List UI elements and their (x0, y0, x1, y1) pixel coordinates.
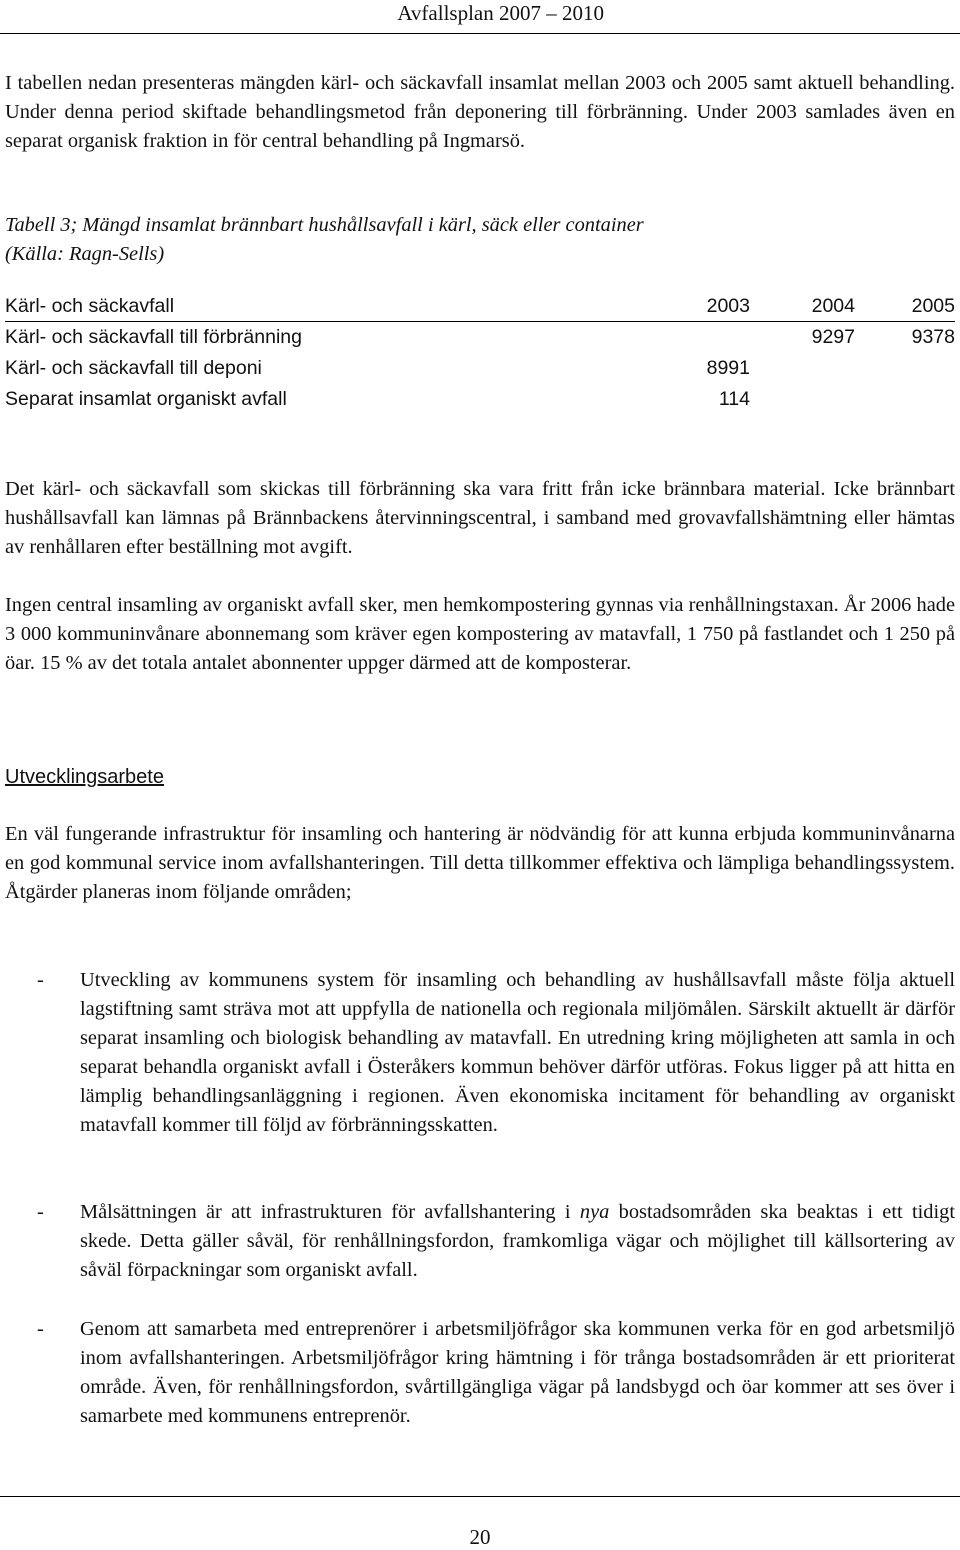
table-header-cell: 2004 (750, 291, 855, 322)
table-cell: 9297 (811, 326, 855, 348)
list-dash: - (37, 1318, 44, 1340)
table-caption-source: (Källa: Ragn-Sells) (5, 243, 165, 265)
paragraph-combustion: Det kärl- och säckavfall som skickas till förbränning ska vara fritt från icke brännbara material. Icke brännbart hushållsavfall kan lämnas på Brännbackens återvinningscentral, i samband med grovavfallshämtning eller hämtas av renhållaren efter beställning mot avgift. (5, 478, 955, 558)
table-cell: Kärl- och säckavfall till deponi (5, 357, 262, 379)
table-header-row (5, 291, 955, 322)
section-heading: Utvecklingsarbete (5, 766, 164, 788)
table-row (5, 384, 955, 415)
list-item-text (80, 1198, 955, 1285)
list-dash: - (37, 1201, 44, 1223)
waste-table (5, 291, 955, 415)
section-intro: En väl fungerande infrastruktur för insamling och hantering är nödvändig för att kunna erbjuda kommuninvånarna en god kommunal service inom avfallshanteringen. Till detta tillkommer effektiva och lämpliga behandlingssystem. Åtgärder planeras inom följande områden; (5, 823, 955, 903)
table-cell (855, 384, 955, 415)
table-header-cell: 2005 (855, 291, 955, 322)
list-item-text-end: bostadsområden ska beaktas i ett tidigt skede. Detta gäller såväl, för renhållningsfordon, framkomliga vägar och möjlighet till källsortering av såväl förpackningar som organiskt avfall. (80, 1201, 955, 1281)
intro-paragraph: I tabellen nedan presenteras mängden kärl- och säckavfall insamlat mellan 2003 och 2005 samt aktuell behandling. Under denna period skiftade behandlingsmetod från deponering till förbränning. Under 2003 samlades även en separat organisk fraktion in för central behandling på Ingmarsö. (5, 72, 955, 152)
table-cell: Separat insamlat organiskt avfall (5, 388, 287, 410)
table-cell: 8991 (706, 357, 750, 379)
table-cell (750, 353, 855, 384)
list-dash: - (37, 969, 44, 991)
table-header-cell: Kärl- och säckavfall (5, 291, 605, 322)
list-item-text: Utveckling av kommunens system för insamling och behandling av hushållsavfall måste följa aktuell lagstiftning samt sträva mot att uppfylla de nationella och regionala miljömålen. Särskilt aktuellt är därför separat insamling och biologisk behandling av matavfall. En utredning kring möjligheten att samla in och separat behandla organiskt avfall i Österåkers kommun behöver därför utföras. Fokus ligger på att hitta en lämplig behandlingsanläggning i regionen. Även ekonomiska incitament för behandling av organiskt matavfall kommer till följd av förbränningsskatten. (80, 969, 955, 1136)
page-header-title: Avfallsplan 2007 – 2010 (397, 1, 604, 25)
emphasis-new: nya (579, 1201, 610, 1223)
table-row (5, 353, 955, 384)
table-cell: 114 (718, 388, 750, 410)
list-item-text: Genom att samarbeta med entreprenörer i arbetsmiljöfrågor ska kommunen verka för en god arbetsmiljö inom avfallshanteringen. Arbetsmiljöfrågor kring hämtning i för trånga bostadsområden är ett prioriterat område. Även, för renhållningsfordon, svårtillgängliga vägar på landsbygd och öar kommer att ses över i samarbete med kommunens entreprenör. (80, 1318, 955, 1427)
footer-rule (0, 1496, 960, 1497)
table-row (5, 322, 955, 354)
table-cell (855, 353, 955, 384)
table-header-cell: 2003 (605, 291, 750, 322)
table-caption-title: Tabell 3; Mängd insamlat brännbart hushållsavfall i kärl, säck eller container (5, 214, 644, 236)
header-rule (0, 33, 960, 34)
table-cell: 9378 (911, 326, 955, 348)
table-cell: Kärl- och säckavfall till förbränning (5, 326, 302, 348)
paragraph-composting: Ingen central insamling av organiskt avfall sker, men hemkompostering gynnas via renhållningstaxan. År 2006 hade 3 000 kommuninvånare abonnemang som kräver egen kompostering av matavfall, 1 750 på fastlandet och 1 250 på öar. 15 % av det totala antalet abonnenter uppger därmed att de komposterar. (5, 594, 955, 674)
page-number: 20 (469, 1525, 491, 1549)
table-cell (750, 384, 855, 415)
table-cell (605, 322, 750, 354)
list-item-text-start: Målsättningen är att infrastrukturen för avfallshantering i (80, 1201, 580, 1223)
